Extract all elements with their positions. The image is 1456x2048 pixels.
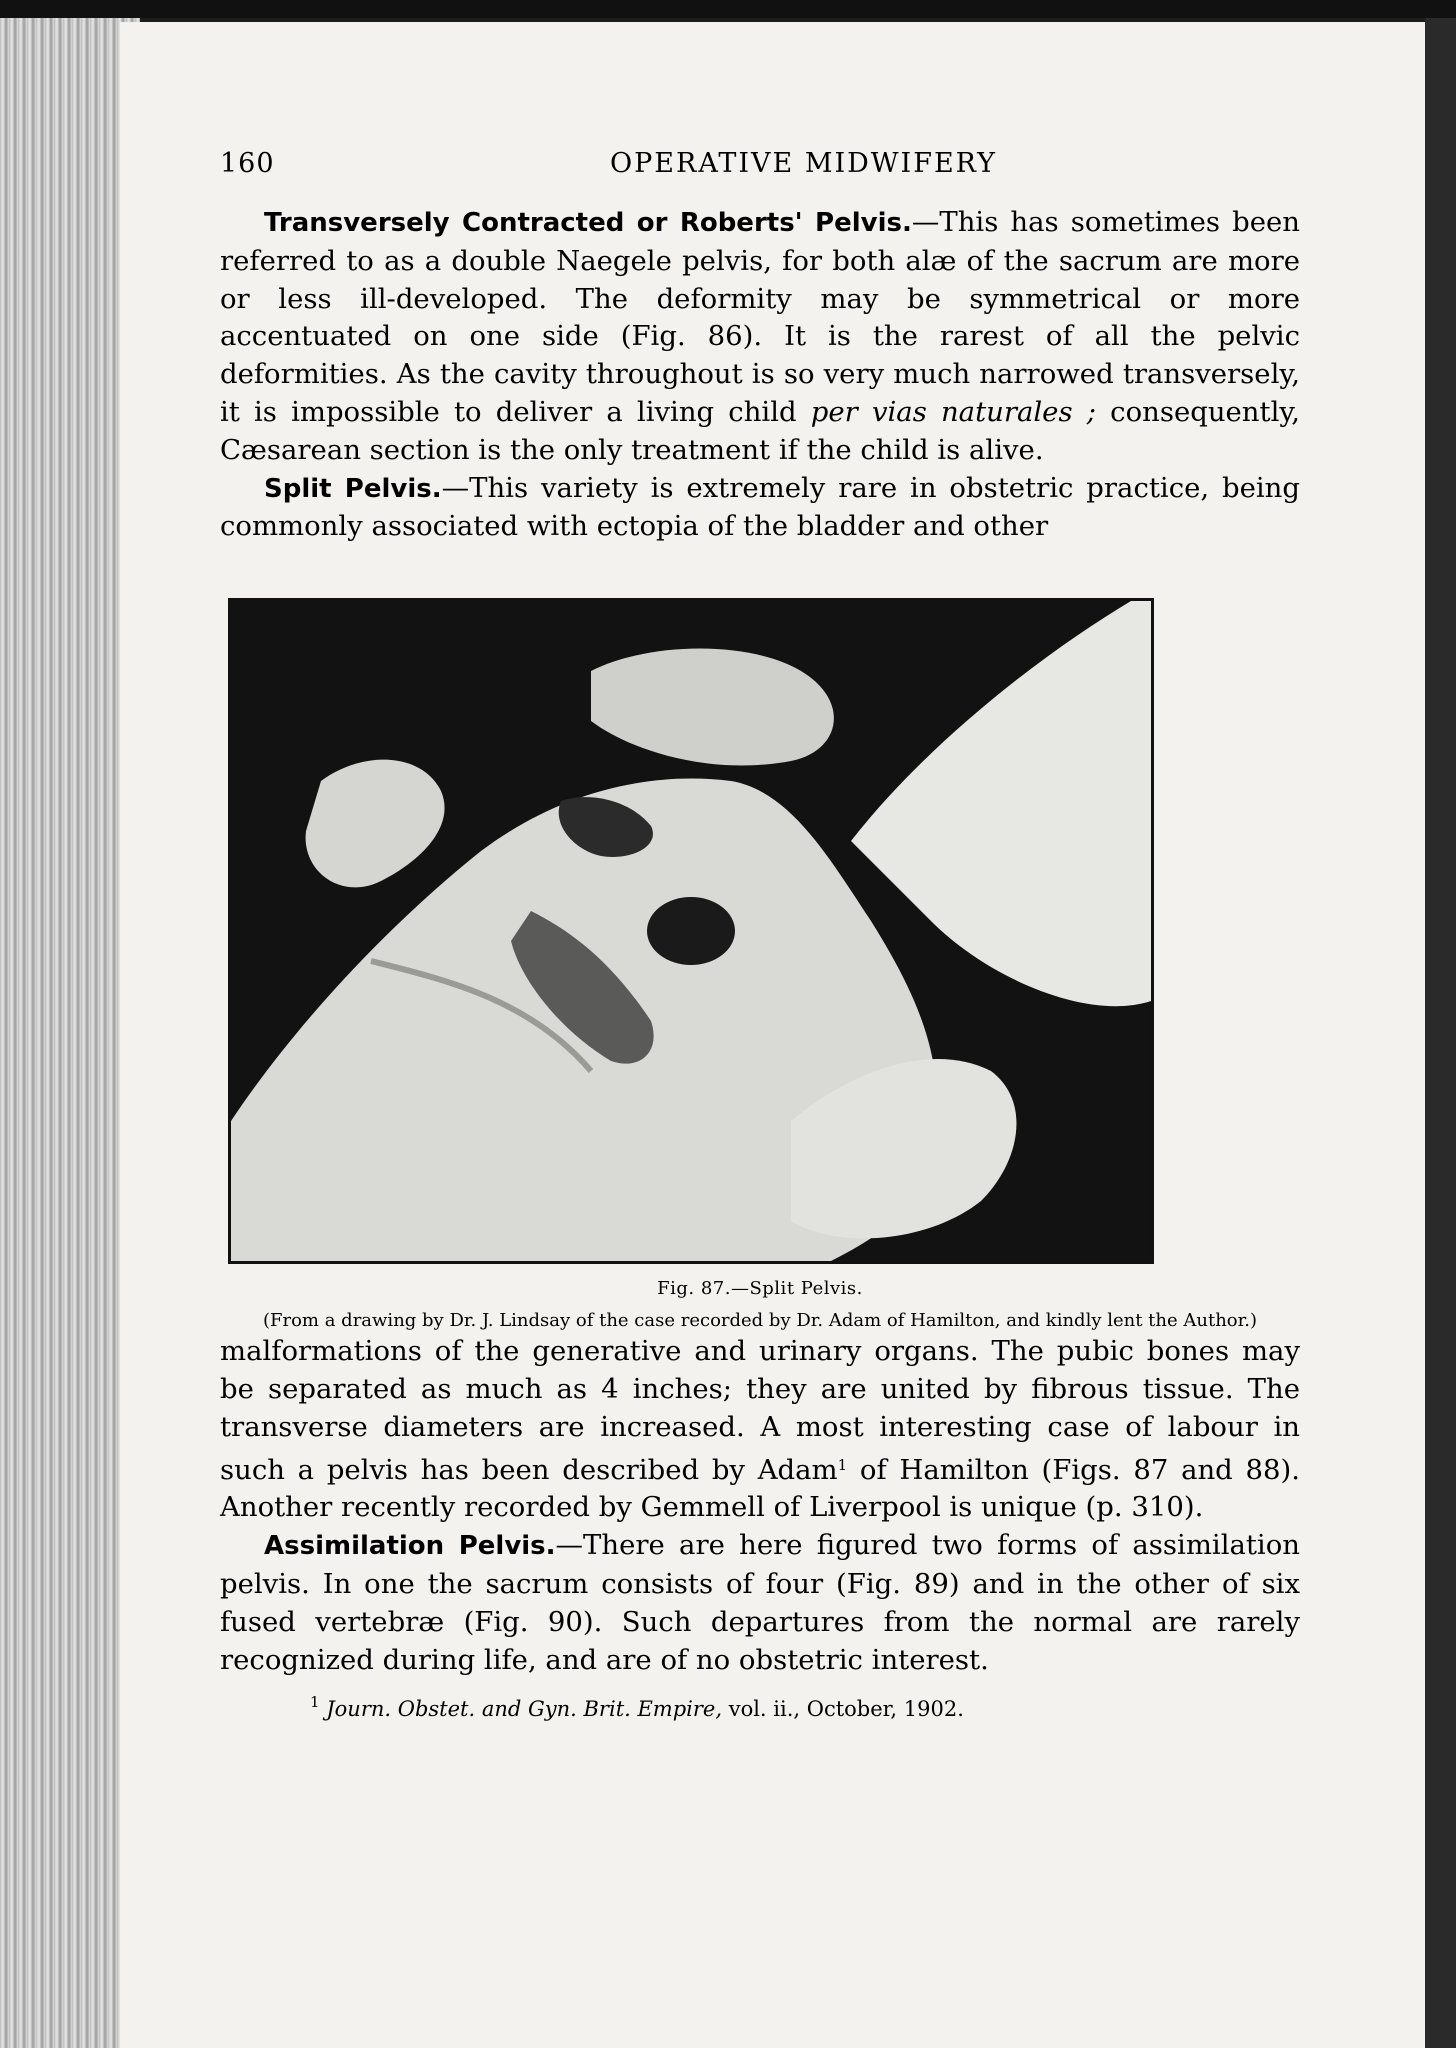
figure-image-split-pelvis — [228, 598, 1154, 1264]
paragraph-roberts-pelvis — [220, 204, 1300, 470]
footnote-journal: Journ. Obstet. and Gyn. Brit. Empire, — [326, 1697, 723, 1722]
paragraph-text: of Hamilton (Figs. 87 and 88). Another recently recorded by Gemmell of Liverpool is unique (p. 310). — [220, 1453, 1300, 1524]
paragraph-text: —There are here figured two forms of assimilation pelvis. In one the sacrum consists of four (Fig. 89) and in the other of six fused vertebræ (Fig. 90). Such departures from the normal are rarely recognized during life, and are of no obstetric interest. — [220, 1529, 1300, 1676]
footnote — [220, 1693, 1300, 1721]
paragraph-text: —This variety is extremely rare in obstetric practice, being commonly associated with ectopia of the bladder and other — [220, 471, 1300, 543]
section-heading-split: Split Pelvis. — [264, 473, 442, 504]
paragraph-text: malformations of the generative and urinary organs. The pubic bones may be separated as much as 4 inches; they are united by fibrous tissue. The transverse diameters are increased. A most interesting case of labour in such a pelvis has been described by Adam — [220, 1335, 1300, 1486]
footnote-reference: 1 — [837, 1455, 848, 1474]
latin-phrase: per vias naturales ; — [810, 395, 1096, 428]
page-content — [220, 130, 1300, 1721]
page-number: 160 — [220, 148, 275, 179]
running-head — [220, 130, 1300, 178]
paragraph-text: —This has sometimes been referred to as a double Naegele pelvis, for both alæ of the sacrum are more or less ill-developed. The deformity may be symmetrical or more accentuated on one side (Fig. 86). It is the rarest of all the pelvic deformities. As the cavity throughout is so very much narrowed transversely, it is impossible to deliver a living child — [220, 206, 1300, 428]
paragraph-text: consequently, Cæsarean section is the only treatment if the child is alive. — [220, 395, 1300, 466]
section-heading-assimilation: Assimilation Pelvis. — [264, 1531, 556, 1562]
paragraph-split-pelvis — [220, 470, 1300, 547]
scan-border-right — [1425, 18, 1456, 2048]
section-heading-roberts: Transversely Contracted or Roberts' Pelvis. — [264, 208, 912, 238]
paragraph-assimilation-pelvis — [220, 1527, 1300, 1679]
figure-source-note: (From a drawing by Dr. J. Lindsay of the case recorded by Dr. Adam of Hamilton, and kindly lent the Author.) — [262, 1310, 1258, 1332]
running-title: OPERATIVE MIDWIFERY — [610, 148, 997, 179]
paragraph-split-pelvis-continued — [220, 1333, 1300, 1527]
footnote-text: vol. ii., October, 1902. — [722, 1697, 964, 1722]
scan-border-top — [0, 0, 1456, 18]
figure-photograph — [231, 601, 1151, 1261]
book-page-edges — [0, 18, 140, 2048]
figure-caption: Fig. 87.—Split Pelvis. — [657, 1278, 863, 1300]
footnote-mark: 1 — [310, 1693, 320, 1712]
